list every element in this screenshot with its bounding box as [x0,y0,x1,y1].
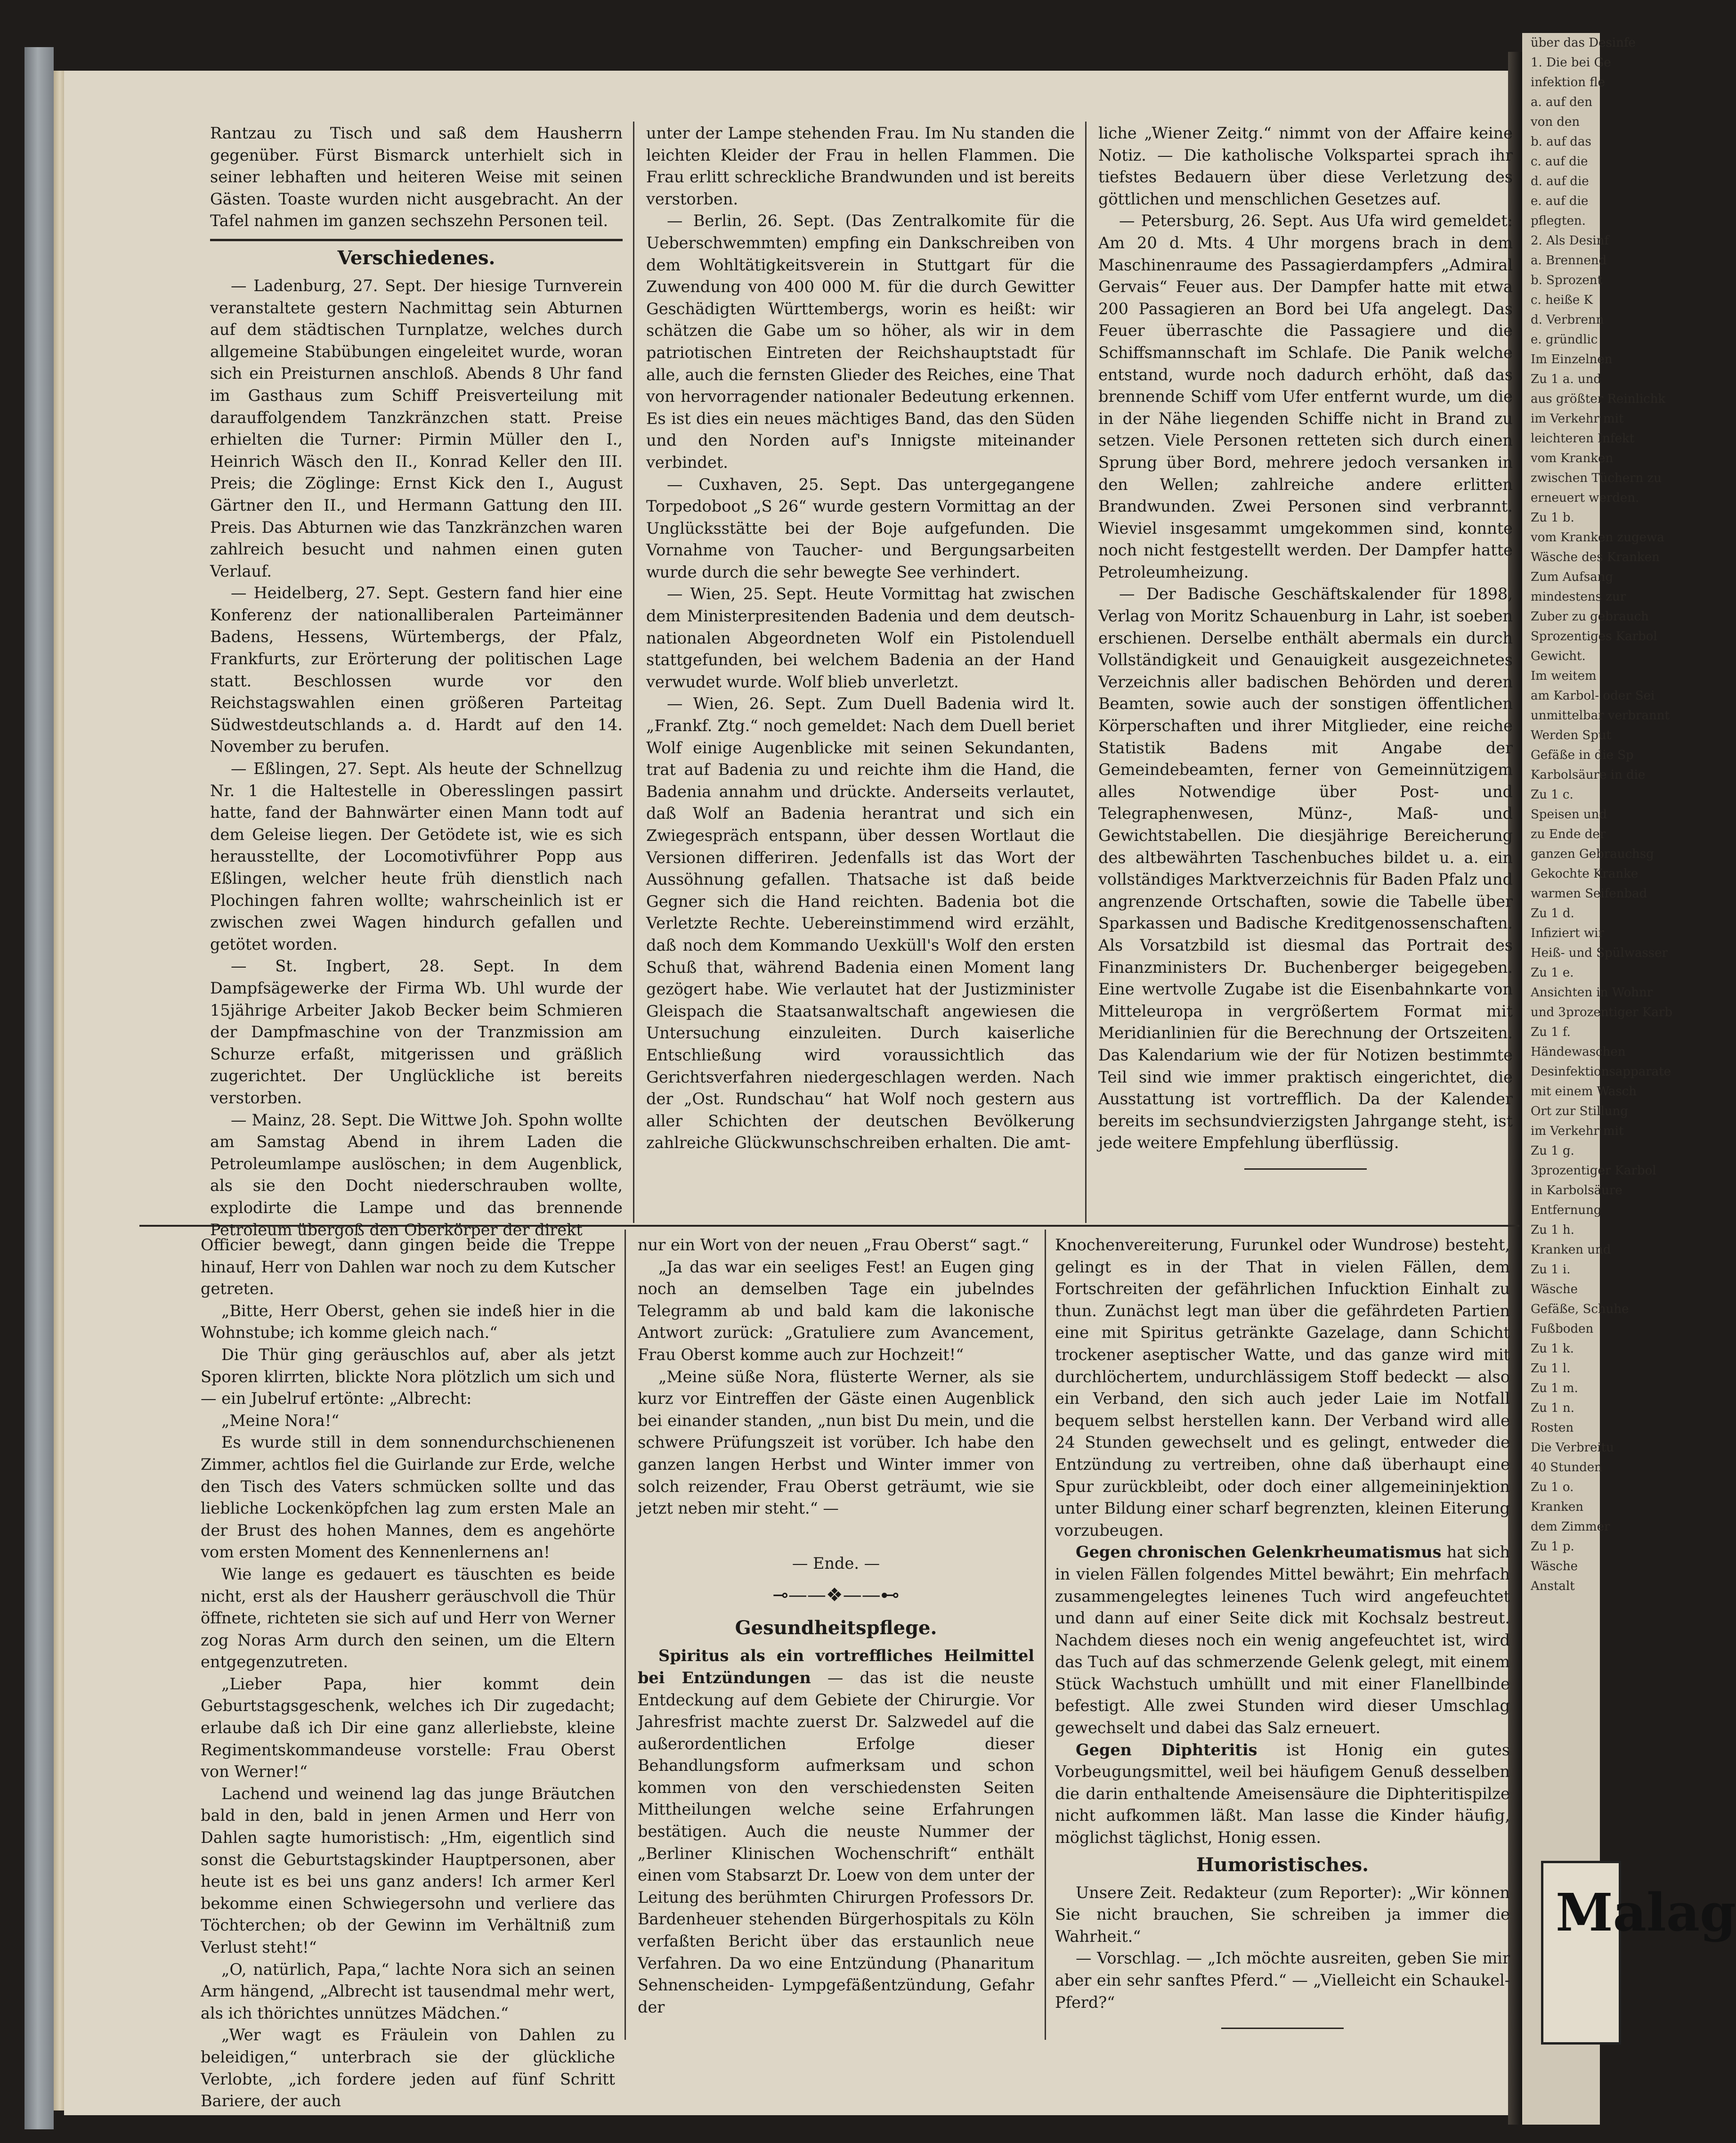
adjacent-page-line: Fußboden [1531,1322,1594,1336]
paragraph: Knochenvereiterung, Furunkel oder Wundrose) besteht, gelingt es in der That in vielen Fällen, dem Fortschreiten der gefährlichen Infucktion Einhalt zu thun. Zunächst legt man über die gefährdeten Partien eine mit Spiritus getränkte Gazelage, dann Schicht trockener aseptischer Watte, und das ganze wird mit durchlöchertem, undurchlässigem Stoff bedeckt — also ein Verband, den sich auch jeder Laie im Notfall bequem selbst herstellen kann. Der Verband wird alle 24 Stunden gewechselt und es gelingt, entweder die Entzündung zu vertreiben, ohne daß überhaupt eine Spur zurückbleibt, oder doch einer allgemeininjektion unter Bildung einer scharf begrenzten, kleinen Eiterung vorzubeugen. [1055,1236,1510,1540]
adjacent-page-line: c. auf die [1531,155,1588,169]
section-heading-humoristisches: Humoristisches. [1196,1853,1369,1876]
adjacent-page-line: Desinfektionsapparate [1531,1065,1671,1079]
article-title-spiritus: Spiritus als ein vortreffliches Heilmittel bei Entzündungen [638,1646,1034,1687]
adjacent-page-line: 40 Stunden [1531,1460,1602,1475]
adjacent-page-line: d. auf die [1531,174,1589,188]
adjacent-page-line: Heiß- und Spülwasser [1531,946,1668,960]
adjacent-page-line: Kranken [1531,1500,1583,1514]
adjacent-page-line: 2. Als Desinf [1531,234,1609,248]
news-item: — Cuxhaven, 25. Sept. Das untergegangene Torpedoboot „S 26“ wurde gestern Vormittag an der Unglücksstätte bei der Boje aufgefunden. Die Vornahme von Taucher- und Bergungsarbeiten wurde durch die sehr bewegte See verhindert. [646,475,1075,581]
story-paragraph: „Lieber Papa, hier kommt dein Geburtstagsgeschenk, welches ich Dir zugedacht; erlaube daß ich Dir eine ganz allerliebste, kleine Regimentskommandeuse vorstelle: Frau Oberst von Werner!“ [201,1674,615,1781]
humor-item: — Vorschlag. — „Ich möchte ausreiten, geben Sie mir aber ein sehr sanftes Pferd.“ — „Vielleicht ein Schaukel-Pferd?“ [1055,1949,1510,2012]
article-title-gelenkrheumatismus: Gegen chronischen Gelenkrheumatismus [1076,1543,1442,1562]
adjacent-page-line: am Karbol- oder Sei [1531,689,1655,703]
column-rule [633,122,634,1223]
story-paragraph: Officier bewegt, dann gingen beide die Treppe hinauf, Herr von Dahlen war noch zu dem Kutscher getreten. [201,1236,615,1298]
adjacent-page-line: im Verkehr mit [1531,1124,1624,1138]
adjacent-page-line: Zu 1 m. [1531,1381,1578,1395]
adjacent-page [1522,33,1736,2125]
adjacent-page-line: warmen Seifenbad [1531,887,1647,901]
story-paragraph: nur ein Wort von der neuen „Frau Oberst“ sagt.“ [638,1236,1030,1254]
news-item: — Eßlingen, 27. Sept. Als heute der Schnellzug Nr. 1 die Haltestelle in Oberesslingen passirt hatte, fand der Bahnwärter einen Mann todt auf dem Geleise liegen. Der Getödete ist, wie es sich herausstellte, der Locomotivführer Popp aus Eßlingen, welcher heute früh dienstlich nach Plochingen fahren wollte; wahrscheinlich ist er zwischen zwei Wagen hindurch gefallen und getötet worden. [210,759,623,953]
story-paragraph: „Bitte, Herr Oberst, gehen sie indeß hier in die Wohnstube; ich komme gleich nach.“ [201,1301,615,1342]
adjacent-page-line: Zu 1 d. [1531,906,1574,921]
newspaper-page [64,71,1513,2115]
adjacent-page-line: Zu 1 k. [1531,1342,1574,1356]
adjacent-page-ad-text: Malag [1556,1882,1736,1943]
adjacent-page-line: vom Kranken [1531,451,1614,465]
adjacent-page-line: Händewaschen [1531,1045,1626,1059]
bottom-column-1 [201,1234,615,2110]
adjacent-page-line: von den [1531,115,1580,129]
story-paragraph: „Meine Nora!“ [221,1411,340,1430]
adjacent-page-line: Sprozentiges Karbol [1531,629,1657,644]
adjacent-page-line: Zu 1 p. [1531,1540,1574,1554]
adjacent-page-line: pflegten. [1531,214,1586,228]
adjacent-page-line: erneuert werden. [1531,491,1639,505]
section-heading-verschiedenes: Verschiedenes. [337,246,495,269]
column-end-rule [1244,1168,1367,1170]
adjacent-page-line: e. gründlic [1531,333,1598,347]
story-paragraph: Wie lange es gedauert es täuschten es beide nicht, erst als der Hausherr geräuschvoll die Thür öffnete, richteten sie sich auf und Herr von Werner zog Noras Arm durch den seinen, um die Eltern entgegenzutreten. [201,1564,615,1671]
news-item: — Petersburg, 26. Sept. Aus Ufa wird gemeldet: Am 20 d. Mts. 4 Uhr morgens brach in dem Maschinenraume des Passagierdampfers „Admiral Gervais“ Feuer aus. Der Dampfer hatte mit etwa 200 Passagieren an Bord bei Ufa angelegt. Das Feuer überraschte die Passagiere und die Schiffsmannschaft im Schlafe. Die Panik welche entstand, wurde noch dadurch erhöht, daß das brennende Schiff vom Ufer entfernt wurde, um die in der Nähe liegenden Schiffe nicht in Brand zu setzen. Viele Personen retteten sich durch einen Sprung über Bord, mehrere jedoch versanken in den Wellen; zahlreiche andere erlitten Brandwunden. Zwei Personen sind verbrannt. Wieviel insgesammt umgekommen sind, konnte noch nicht festgestellt werden. Der Dampfer hatte Petroleumheizung. [1098,212,1513,581]
adjacent-page-line: Im Einzelnen [1531,352,1613,367]
adjacent-page-text [1522,33,1672,1596]
article-text-diphteritis: ist Honig ein gutes Vorbeugungsmittel, weil bei häufigem Genuß desselben die darin enthaltende Ameisensäure die Diphteritispilze nicht aufkommen läßt. Man lasse die Kinder häufig, möglichst täglichst, Honig essen. [1055,1740,1510,1847]
adjacent-page-line: b. Sprozent [1531,273,1602,287]
adjacent-page-line: über das Desinfe [1531,36,1636,50]
adjacent-page-line: Wäsche [1531,1559,1578,1573]
news-item: — Ladenburg, 27. Sept. Der hiesige Turnverein veranstaltete gestern Nachmittag sein Abturnen auf dem städtischen Turnplatze, welches durch allgemeine Stabübungen eingeleitet wurde, woran sich ein Preisturnen anschloß. Abends 8 Uhr fand im Gasthaus zum Schiff Preisverteilung mit darauffolgendem Tanzkränzchen statt. Preise erhielten die Turner: Pirmin Müller den I., Heinrich Wäsch den II., Konrad Keller den III. Preis; die Zöglinge: Ernst Kick den I., August Gärtner den II., und Hermann Gattung den III. Preis. Das Abturnen wie das Tanzkränzchen waren zahlreich besucht und nahmen einen guten Verlauf. [210,276,623,580]
humor-text [1055,1882,1510,2014]
adjacent-page-line: zu Ende der [1531,827,1606,841]
adjacent-page-line: d. Verbrenn [1531,313,1604,327]
adjacent-page-line: Zu 1 g. [1531,1144,1574,1158]
adjacent-page-line: Kranken und [1531,1243,1611,1257]
news-item: unter der Lampe stehenden Frau. Im Nu standen die leichten Kleider der Frau in hellen Flammen. Die Frau erlitt schreckliche Brandwunden und ist bereits verstorben. [646,124,1075,208]
adjacent-page-line: Zu 1 c. [1531,788,1574,802]
page-edge [54,71,64,2110]
section-heading-gesundheitspflege: Gesundheitspflege. [735,1617,937,1639]
top-column-1 [210,122,623,1239]
news-item: — Berlin, 26. Sept. (Das Zentralkomite für die Ueberschwemmten) empfing ein Dankschreiben von dem Wohltätigkeitsverein in Stuttgart für die Zuwendung von 400 000 M. für die durch Gewitter Geschädigten Württembergs, worin es heißt: wir schätzen die Gabe um so höher, als wir in dem patriotischen Eintreten der Reichshauptstadt für alle, auch die fernsten Glieder des Reiches, eine That von hervorragender nationaler Bedeutung erkennen. Es ist dies ein neues mächtiges Band, das den Süden und den Norden auf's Innigste miteinander verbindet. [646,212,1075,472]
top-column-1-lead [210,122,623,232]
adjacent-page-line: Zu 1 h. [1531,1223,1574,1237]
adjacent-page-line: aus größter Reinlichk [1531,392,1666,406]
top-column-2 [646,122,1075,1215]
adjacent-page-line: Gefäße, Schuhe [1531,1302,1629,1316]
story-paragraph: Es wurde still in dem sonnendurchschienenen Zimmer, achtlos fiel die Guirlande zur Erde, welche den Tisch des Vaters schmücken sollte und das liebliche Lockenköpfchen lag zum ersten Male an der Brust des hohen Mannes, dem es angehörte vom ersten Moment des Kennenlernens an! [201,1433,615,1562]
adjacent-page-line: Zu 1 f. [1531,1025,1571,1039]
adjacent-page-line: Wäsche des Kranken [1531,550,1660,564]
adjacent-page-line: im Verkehr mit [1531,412,1624,426]
adjacent-page-line: Anstalt [1531,1579,1575,1593]
adjacent-page-line: mit einem Wasch [1531,1084,1637,1099]
adjacent-page-line: 1. Die bei Ge [1531,56,1611,70]
adjacent-page-line: und 3prozentiger Karb [1531,1005,1672,1019]
adjacent-page-line: Ort zur Stillung [1531,1104,1628,1118]
adjacent-page-line: c. heiße K [1531,293,1593,307]
news-item: — Heidelberg, 27. Sept. Gestern fand hier eine Konferenz der nationalliberalen Parteimänner Badens, Hessens, Würtembergs, der Pfalz, Frankfurts, zur Erörterung der politischen Lage statt. Beschlossen wurde vor den Reichstagswahlen einen größeren Parteitag Südwestdeutschlands a. d. Hardt auf den 14. November zu berufen. [210,584,623,756]
news-item: — Mainz, 28. Sept. Die Wittwe Joh. Spohn wollte am Samstag Abend in ihrem Laden die Petroleumlampe auslöschen; in dem Augenblick, als sie den Docht niederschrauben wollte, explodirte die Lampe und das brennende Petroleum übergoß den Oberkörper der direkt [210,1110,623,1239]
top-column-1-items [210,275,623,1241]
article-text-spiritus: — das ist die neuste Entdeckung auf dem Gebiete der Chirurgie. Vor Jahresfrist machte zuerst Dr. Salzwedel auf die außerordentlichen Erfolge dieser Behandlungsform aufmerksam und schon kommen von den verschiedensten Seiten Mittheilungen welche seine Erfahrungen bestätigen. Auch die neuste Nummer der „Berliner Klinischen Wochenschrift“ enthält einen vom Stabsarzt Dr. Loew von dem unter der Leitung des berühmten Chirurgen Professors Dr. Bardenheuer stehenden Bürgerhospitals zu Köln verfaßten Bericht über das erstaunlich neue Verfahren. Da wo eine Entzündung (Phanaritum Sehnenscheiden- Lympgefäßentzündung, Gefahr der [638,1668,1034,2016]
article-title-diphteritis: Gegen Diphteritis [1076,1740,1257,1759]
adjacent-page-line: Zu 1 o. [1531,1480,1574,1494]
adjacent-page-line: 3prozentiger Karbol [1531,1164,1656,1178]
serial-story-ending [638,1234,1034,1520]
adjacent-page-line: Infiziert wir [1531,926,1604,940]
adjacent-page-line: a. Brennend [1531,253,1607,268]
adjacent-page-line: infektion fle [1531,75,1605,90]
story-paragraph: „Meine süße Nora, flüsterte Werner, als sie kurz vor Eintreffen der Gäste einen Augenblick bei einander standen, „nun bist Du mein, und die schwere Prüfungszeit ist vorüber. Ich habe den ganzen langen Herbst und Winter immer von solch reizender, Frau Oberst geträumt, wie sie jetzt neben mir steht.“ — [638,1367,1034,1518]
paragraph: Rantzau zu Tisch und saß dem Hausherrn gegenüber. Fürst Bismarck unterhielt sich in seiner lebhaften und heiteren Weise mit seinen Gästen. Toaste wurden nicht ausgebracht. An der Tafel nahmen im ganzen sechszehn Personen teil. [210,124,623,230]
adjacent-page-line: a. auf den [1531,95,1592,109]
adjacent-page-line: mindestens zur [1531,590,1626,604]
story-paragraph: „Wer wagt es Fräulein von Dahlen zu beleidigen,“ unterbrach sie der glückliche Verlobte, „ich fordere jeden auf fünf Schritt Bariere, der auch [201,2026,615,2110]
news-item: — Wien, 25. Sept. Heute Vormittag hat zwischen dem Ministerpresitenden Badenia und dem deutsch-nationalen Abgeordneten Wolf ein Pistolenduell stattgefunden, bei welchem Badenia an der Hand verwudet wurde. Wolf blieb unverletzt. [646,585,1075,691]
adjacent-page-line: b. auf das [1531,135,1591,149]
adjacent-page-line: leichteren Infekt [1531,432,1635,446]
top-column-3 [1098,122,1513,1215]
story-paragraph: „O, natürlich, Papa,“ lachte Nora sich an seinen Arm hängend, „Albrecht ist tausendmal mehr wert, als ich thörichtes unnützes Mädchen.“ [201,1960,615,2022]
news-item: — Der Badische Geschäftskalender für 1898, Verlag von Moritz Schauenburg in Lahr, ist soeben erschienen. Derselbe enthält abermals ein durch Vollständigkeit und Genauigkeit ausgezeichnetes Verzeichnis aller badischen Behörden und deren Beamten, sowie auch der sonstigen öffentlichen Körperschaften und ihrer Mitglieder, eine reiche Statistik Badens mit Angabe der Gemeindebeamten, ferner von Gemeinnützigem alles Notwendige über Post- und Telegraphenwesen, Münz-, Maß- und Gewichtstabellen. Die diesjährige Bereicherung des altbewährten Taschenbuches bildet u. a. ein vollständiges Marktverzeichnis für Baden Pfalz und angrenzende Ortschaften, sowie die Tabelle über Sparkassen und Badische Kreditgenossenschaften. Als Vorsatzbild ist diesmal das Portrait des Finanzministers Dr. Buchenberger beigegeben. Eine wertvolle Zugabe ist die Eisenbahnkarte von Mitteleuropa in vergrößertem Format mit Meridianlinien für die Berechnung der Ortszeiten. Das Kalendarium wie der für Notizen bestimmte Teil sind wie immer praktisch eingerichtet, die Ausstattung ist vortrefflich. Da der Kalender bereits im sechsundvierzigsten Jahrgange steht, ist jede weitere Empfehlung überflüssig. [1098,585,1513,1152]
adjacent-page-line: Zu 1 a. und [1531,372,1602,386]
top-column-2-text [646,122,1075,1154]
adjacent-page-line: Gekochte Kranke [1531,867,1639,881]
adjacent-page-line: zwischen Tüchern zu [1531,471,1662,485]
top-column-3-text [1098,122,1513,1154]
news-item: liche „Wiener Zeitg.“ nimmt von der Affaire keine Notiz. — Die katholische Volkspartei sprach ihr tiefstes Bedauern über diese Verletzung des göttlichen und menschlichen Gesetzes auf. [1098,124,1513,208]
story-paragraph: „Ja das war ein seeliges Fest! an Eugen ging noch an demselben Tage ein jubelndes Telegramm ab und bald kam die lakonische Antwort zurück: „Gratuliere zum Avancement, Frau Oberst komme auch zur Hochzeit!“ [638,1257,1034,1364]
story-end-marker: — Ende. — [792,1554,880,1573]
adjacent-page-line: in Karbolsäure [1531,1183,1622,1198]
column-rule [625,1230,626,2040]
adjacent-page-line: Zum Aufsang [1531,570,1614,584]
adjacent-page-line: Zu 1 i. [1531,1263,1571,1277]
adjacent-page-line: Zu 1 b. [1531,511,1574,525]
news-item: — St. Ingbert, 28. Sept. In dem Dampfsägewerke der Firma Wb. Uhl wurde der 15jährige Arbeiter Jakob Becker beim Schmieren der Dampfmaschine von der Tranzmission am Schurze erfaßt, mitgerissen und gräßlich zugerichtet. Der Unglückliche ist bereits verstorben. [210,957,623,1107]
adjacent-page-line: Zuber zu gebrauch [1531,610,1649,624]
adjacent-page-line: Zu 1 n. [1531,1401,1574,1415]
adjacent-page-line: dem Zimmer [1531,1520,1610,1534]
news-item: — Wien, 26. Sept. Zum Duell Badenia wird lt. „Frankf. Ztg.“ noch gemeldet: Nach dem Duell beriet Wolf einige Augenblicke mit seinen Sekundanten, trat auf Badenia zu und reichte ihm die Hand, die Badenia annahm und drückte. Anderseits verlautet, daß Wolf an Badenia herantrat und sich ein Zwiegespräch entspann, über dessen Wortlaut die Versionen differiren. Jedenfalls ist das Wort der Aussöhnung gefallen. Thatsache ist daß beide Gegner sich die Hand reichten. Badenia bot die Verletzte Rechte. Uebereinstimmend wird erzählt, daß noch dem Kommando Uexküll's Wolf den ersten Schuß that, während Badenia einen Moment lang gezögert habe. Wie verlautet hat der Justizminister Gleispach die Staatsanwaltschaft angewiesen die Untersuchung einzuleiten. Durch kaiserliche Entschließung wird voraussichtlich das Gerichtsverfahren niedergeschlagen werden. Nach der „Ost. Rundschau“ hat Wolf noch gestern aus aller Schichten der deutschen Bevölkerung zahlreiche Glückwunschschreiben erhalten. Die amt- [646,694,1075,1152]
adjacent-page-line: Entfernung [1531,1203,1602,1217]
adjacent-page-line: Ansichten in Wohnr [1531,986,1653,1000]
adjacent-page-line: unmittelbar verbrannt [1531,709,1670,723]
spiritus-continuation [1055,1234,1510,1541]
section-rule [210,239,623,241]
adjacent-page-line: Rosten [1531,1421,1574,1435]
column-rule [1045,1230,1046,2040]
story-paragraph: Lachend und weinend lag das junge Bräutchen bald in den, bald in jenen Armen und Herr von Dahlen sagte humoristisch: „Hm, eigentlich sind sonst die Geburtstagskinder Hauptpersonen, aber heute ist es bei uns ganz anders! Ich armer Kerl bekomme einen Schwiegersohn und verliere das Töchterchen; ob der Gewinn im Verhältniß zum Verlust steht!“ [201,1784,615,1956]
column-end-rule [1221,2028,1344,2029]
adjacent-page-line: Speisen und [1531,807,1607,822]
serial-story-text [201,1234,615,2112]
adjacent-page-line: ganzen Gebrauchsg [1531,847,1654,861]
adjacent-page-line: Zu 1 e. [1531,966,1574,980]
story-paragraph: Die Thür ging geräuschlos auf, aber als jetzt Sporen klirrten, blickte Nora plötzlich um sich und — ein Jubelruf ertönte: „Albrecht: [201,1345,615,1408]
ornament-divider: ⊸——❖——⊷ [772,1584,900,1606]
adjacent-page-line: Wäsche [1531,1282,1578,1296]
adjacent-page-line: vom Kranken zugewa [1531,530,1664,545]
adjacent-page-line: Zu 1 l. [1531,1361,1571,1376]
humor-item: Unsere Zeit. Redakteur (zum Reporter): „Wir können Sie nicht brauchen, Sie schreiben ja immer die Wahrheit.“ [1055,1883,1510,1946]
adjacent-page-line: e. auf die [1531,194,1589,208]
adjacent-page-line: Gewicht. [1531,649,1586,663]
column-rule [1085,122,1087,1223]
adjacent-page-line: Werden Sput [1531,728,1612,742]
adjacent-page-ad-box [1541,1861,1736,2045]
adjacent-page-line: Die Verbreitu [1531,1441,1614,1455]
bottom-column-2 [638,1234,1034,2096]
adjacent-page-line: Karbolsäure in die [1531,768,1646,782]
adjacent-page-line: Gefäße in die Sp [1531,748,1634,762]
adjacent-page-line: Im weitem [1531,669,1597,683]
article-text-gelenkrheumatismus: hat sich in vielen Fällen folgendes Mittel bewährt; Ein mehrfach zusammengelegtes leinenes Tuch wird angefeuchtet und dann auf einer Seite dick mit Kochsalz bestreut. Nachdem dieses noch ein wenig angefeuchtet ist, wird das Tuch auf das schmerzende Gelenk gelegt, mit einem Stück Wachstuch umhüllt und mit einer Flanellbinde befestigt. Alle zwei Stunden wird dieser Umschlag gewechselt und dabei das Salz erneuert. [1055,1543,1510,1737]
bottom-column-3 [1055,1234,1510,2096]
book-binding [24,47,54,2129]
